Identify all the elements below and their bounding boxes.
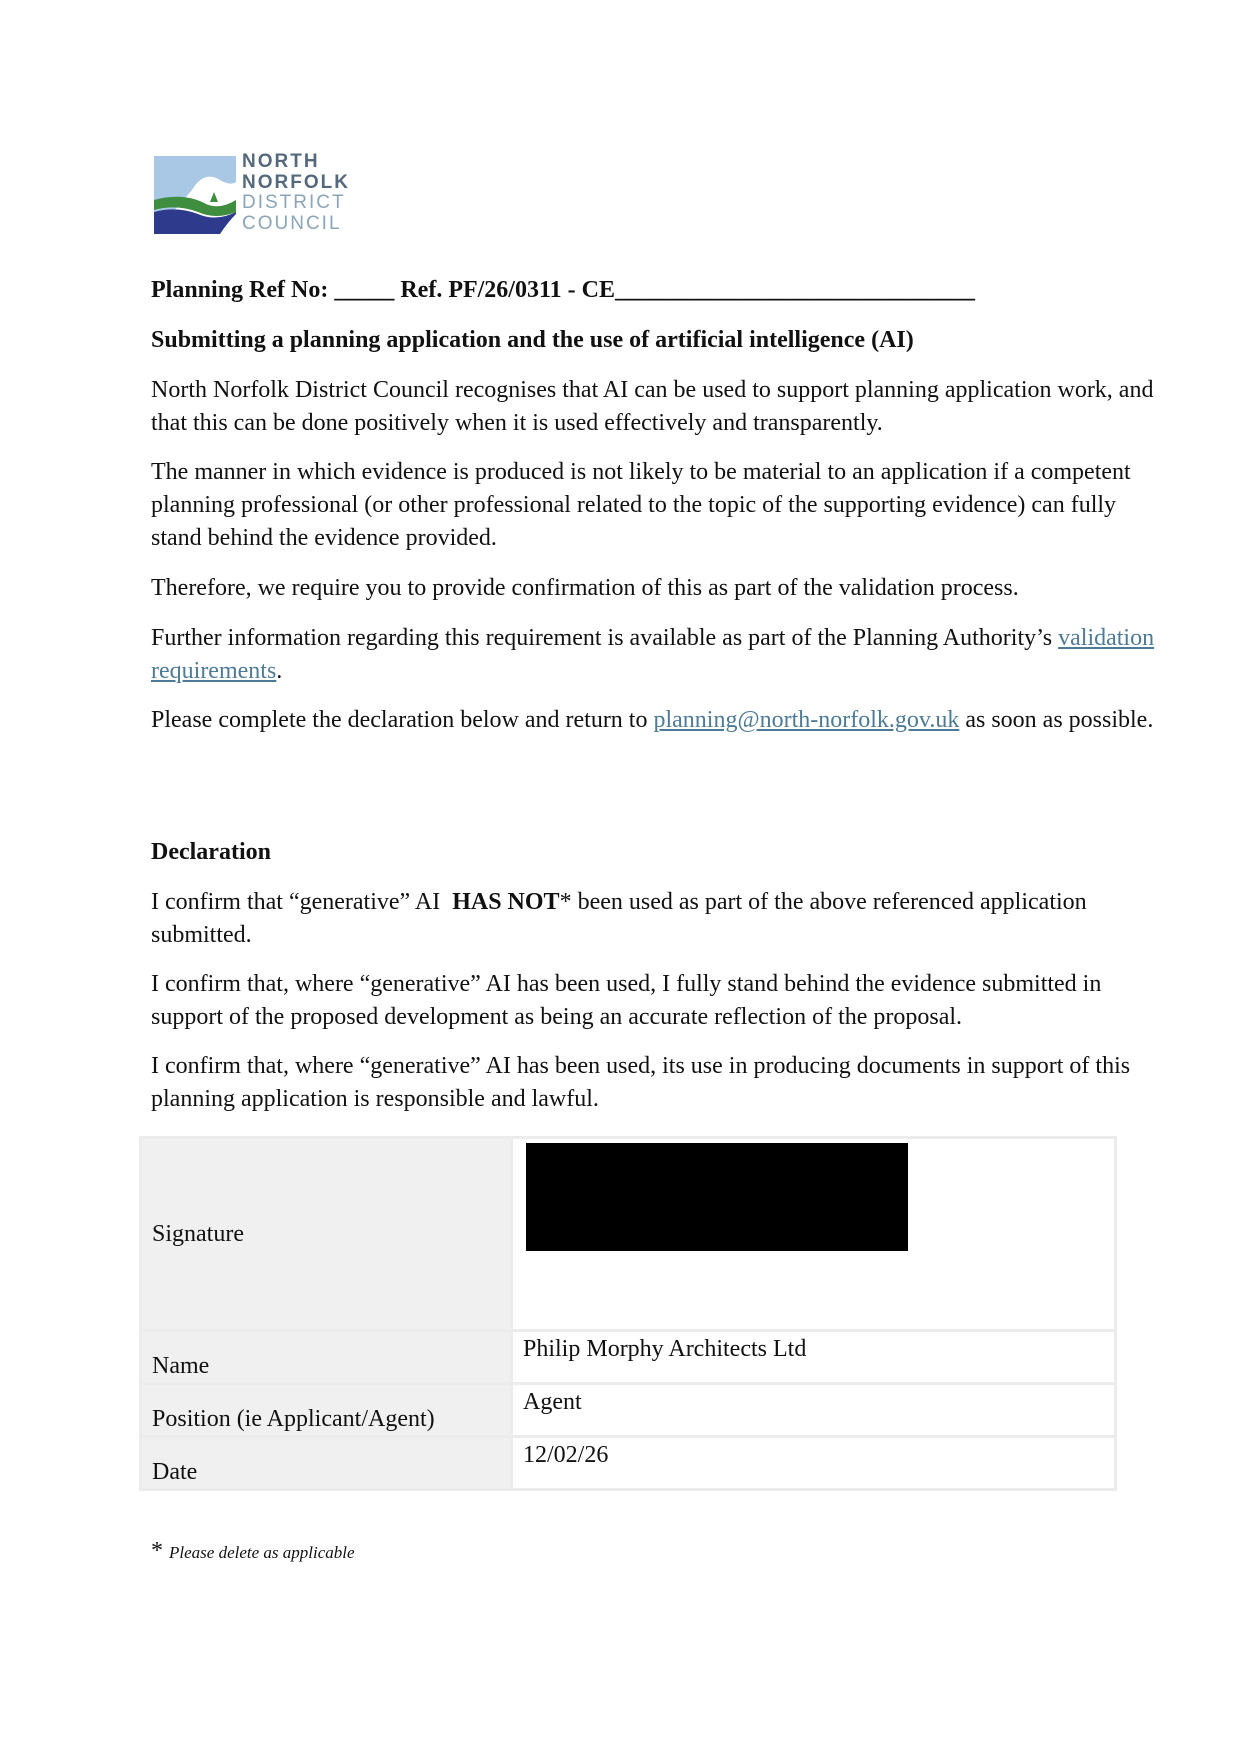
declaration-1-after: * been used as part of the above referenced application submitted. [151, 889, 1087, 948]
page-heading: Submitting a planning application and the use of artificial intelligence (AI) [151, 327, 914, 353]
paragraph-confirmation: Therefore, we require you to provide confirmation of this as part of the validation process. [151, 575, 1019, 601]
logo-line-3: DISTRICT [242, 192, 346, 213]
council-logo [154, 152, 354, 236]
date-label: Date [141, 1437, 512, 1490]
position-value[interactable]: Agent [512, 1384, 1116, 1437]
planning-email-link[interactable]: planning@north-norfolk.gov.uk [653, 707, 960, 733]
return-text-before: Please complete the declaration below and return to [151, 707, 648, 733]
declaration-table [139, 1136, 1117, 1491]
signature-redaction [526, 1143, 908, 1251]
table-row-name [141, 1331, 1116, 1384]
ref-trailing-blank: ______________________________ [614, 277, 975, 303]
validation-requirements-link[interactable]: validation requirements [151, 625, 1155, 684]
paragraph-further-info [151, 622, 1161, 688]
logo-line-2: NORFOLK [242, 171, 350, 193]
table-row-signature [141, 1138, 1116, 1331]
signature-label: Signature [141, 1138, 512, 1331]
logo-line-1: NORTH [242, 151, 320, 172]
paragraph-return-instructions [151, 704, 1161, 737]
footnote [151, 1538, 355, 1565]
signature-cell[interactable] [512, 1138, 1116, 1331]
footnote-star: * [151, 1538, 163, 1564]
council-logo-icon [154, 156, 236, 234]
further-info-text: Further information regarding this requirement is available as part of the Planning Authority’s [151, 625, 1053, 651]
return-text-after: as soon as possible. [965, 707, 1154, 733]
declaration-1-before: I confirm that “generative” AI [151, 889, 441, 915]
declaration-statement-2: I confirm that, where “generative” AI has been used, I fully stand behind the evidence submitted in support of the proposed development as being an accurate reflection of the proposal. [151, 971, 1102, 1030]
name-label: Name [141, 1331, 512, 1384]
paragraph-intro: North Norfolk District Council recognises that AI can be used to support planning application work, and that this can be done positively when it is used effectively and transparently. [151, 377, 1154, 436]
paragraph-evidence: The manner in which evidence is produced is not likely to be material to an application if a competent planning professional (or other professional related to the topic of the supporting evidence) can fully stand behind the evidence provided. [151, 459, 1131, 551]
declaration-statement-3: I confirm that, where “generative” AI has been used, its use in producing documents in support of this planning application is responsible and lawful. [151, 1053, 1131, 1112]
table-row-date [141, 1437, 1116, 1490]
further-info-end: . [276, 658, 283, 684]
ref-label: Planning Ref No: [151, 277, 329, 303]
logo-line-4: COUNCIL [242, 212, 342, 234]
table-row-position [141, 1384, 1116, 1437]
declaration-statement-1 [151, 886, 1161, 952]
date-value[interactable]: 12/02/26 [512, 1437, 1116, 1490]
position-label: Position (ie Applicant/Agent) [141, 1384, 512, 1437]
name-value[interactable]: Philip Morphy Architects Ltd [512, 1331, 1116, 1384]
footnote-text: Please delete as applicable [169, 1543, 355, 1562]
declaration-has-not: HAS NOT [452, 889, 560, 915]
declaration-heading: Declaration [151, 839, 271, 865]
council-logo-text [242, 152, 350, 234]
planning-ref-line [151, 274, 1161, 307]
ref-blank: _____ [334, 277, 395, 303]
ref-value: Ref. PF/26/0311 - CE [400, 277, 615, 303]
